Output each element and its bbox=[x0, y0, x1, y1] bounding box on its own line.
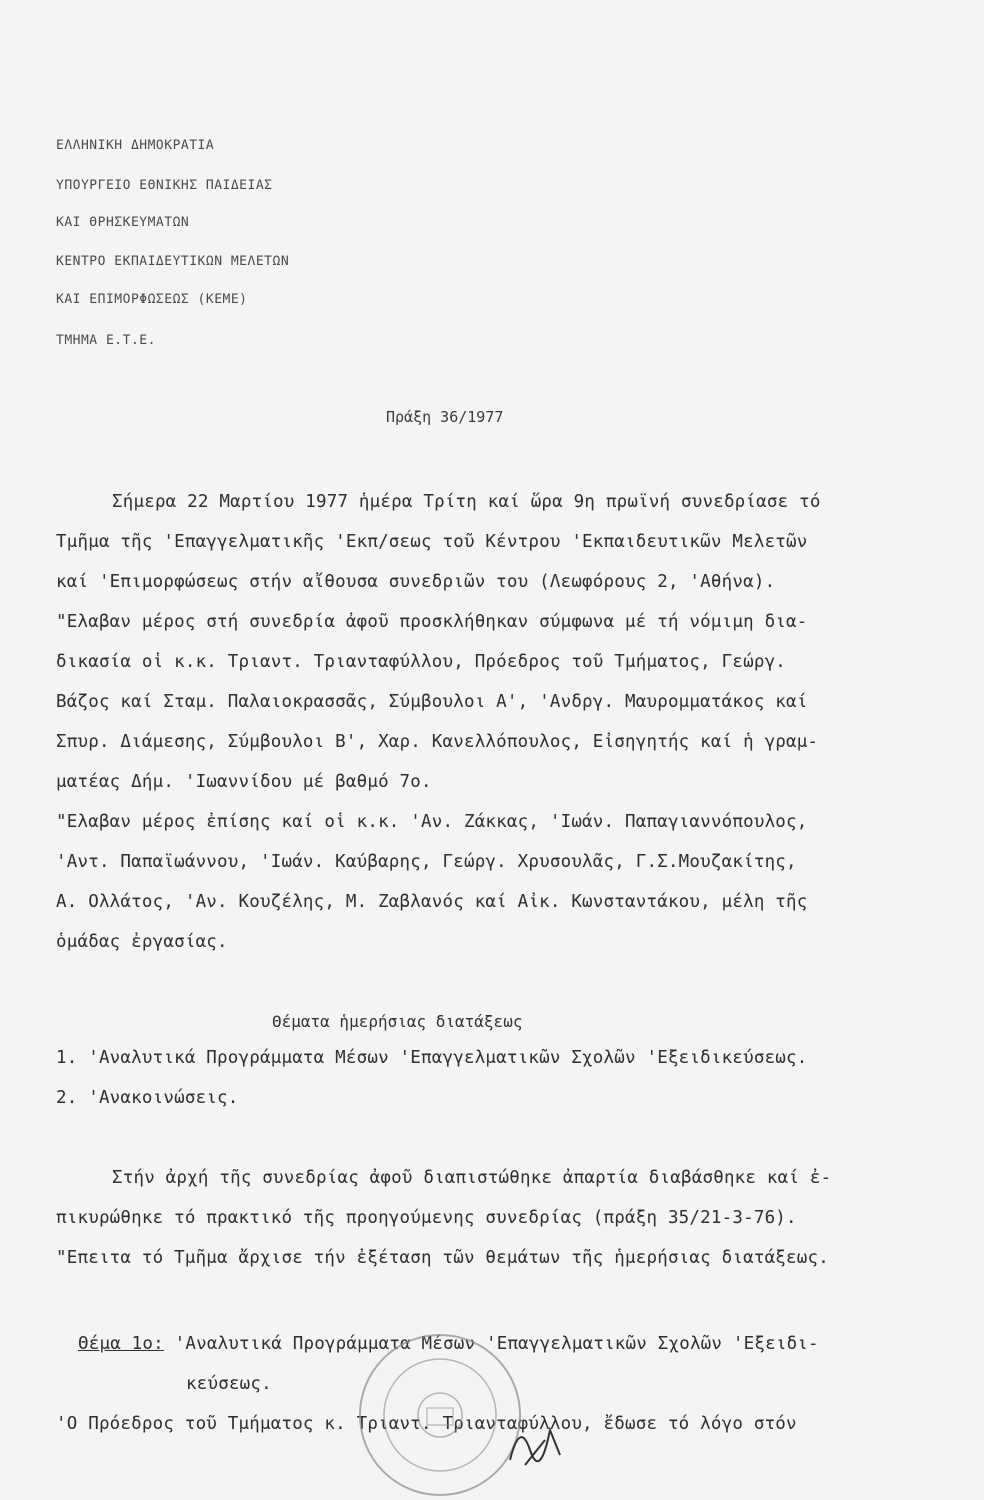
text-line: κεύσεως. bbox=[186, 1374, 272, 1394]
text-line: Βάζος καί Σταμ. Παλαιοκρασσᾶς, Σύμβουλοι Α', 'Ανδργ. Μαυρομματάκος καί bbox=[56, 692, 808, 712]
text-line: Τμῆμα τῆς 'Επαγγελματικῆς 'Εκπ/σεως τοῦ Κέντρου 'Εκπαιδευτικῶν Μελετῶν bbox=[56, 532, 808, 552]
text-line: "Ελαβαν μέρος ἐπίσης καί οἱ κ.κ. 'Αν. Ζάκκας, 'Ιωάν. Παπαγιαννόπουλος, bbox=[56, 812, 808, 832]
header-line: ΚΑΙ ΕΠΙΜΟΡΦΩΣΕΩΣ (ΚΕΜΕ) bbox=[56, 292, 248, 307]
header-line: ΚΕΝΤΡΟ ΕΚΠΑΙΔΕΥΤΙΚΩΝ ΜΕΛΕΤΩΝ bbox=[56, 254, 290, 269]
agenda-item: 2. 'Ανακοινώσεις. bbox=[56, 1088, 239, 1108]
text-line: 'Αντ. Παπαϊωάννου, 'Ιωάν. Καύβαρης, Γεώργ. Χρυσουλᾶς, Γ.Σ.Μουζακίτης, bbox=[56, 852, 797, 872]
topic-label: Θέμα 1ο: bbox=[78, 1334, 164, 1354]
document-title: Πράξη 36/1977 bbox=[386, 408, 504, 426]
text-line: Α. Ολλάτος, 'Αν. Κουζέλης, Μ. Ζαβλανός καί Αἰκ. Κωνσταντάκου, μέλη τῆς bbox=[56, 892, 808, 912]
header-line: ΚΑΙ ΘΡΗΣΚΕΥΜΑΤΩΝ bbox=[56, 215, 190, 230]
handwritten-signature bbox=[500, 1410, 570, 1480]
topic-text: 'Αναλυτικά Προγράμματα Μέσων 'Επαγγελματικῶν Σχολῶν 'Εξειδι- bbox=[163, 1334, 819, 1354]
header-line: ΥΠΟΥΡΓΕΙΟ ΕΘΝΙΚΗΣ ΠΑΙΔΕΙΑΣ bbox=[56, 178, 273, 193]
text-line: ὁμάδας ἐργασίας. bbox=[56, 932, 228, 952]
header-line: ΤΜΗΜΑ Ε.Τ.Ε. bbox=[56, 333, 156, 348]
text-line: καί 'Επιμορφώσεως στήν αἴθουσα συνεδριῶν του (Λεωφόρους 2, 'Αθήνα). bbox=[56, 572, 776, 592]
text-line: δικασία οἱ κ.κ. Τριαντ. Τριανταφύλλου, Πρόεδρος τοῦ Τμήματος, Γεώργ. bbox=[56, 652, 787, 672]
text-line: 'Ο Πρόεδρος τοῦ Τμήματος κ. Τριαντ. Τριανταφύλλου, ἔδωσε τό λόγο στόν bbox=[56, 1414, 797, 1434]
header-line: ΕΛΛΗΝΙΚΗ ΔΗΜΟΚΡΑΤΙΑ bbox=[56, 138, 215, 153]
text-line: Στήν ἀρχή τῆς συνεδρίας ἀφοῦ διαπιστώθηκε ἀπαρτία διαβάσθηκε καί ἐ- bbox=[112, 1168, 832, 1188]
text-line: "Επειτα τό Τμῆμα ἄρχισε τήν ἐξέταση τῶν θεμάτων τῆς ἡμερήσιας διατάξεως. bbox=[56, 1248, 829, 1268]
text-line: πικυρώθηκε τό πρακτικό τῆς προηγούμενης συνεδρίας (πράξη 35/21-3-76). bbox=[56, 1208, 797, 1228]
agenda-item: 1. 'Αναλυτικά Προγράμματα Μέσων 'Επαγγελματικῶν Σχολῶν 'Εξειδικεύσεως. bbox=[56, 1048, 808, 1068]
text-line: "Ελαβαν μέρος στή συνεδρία ἀφοῦ προσκλήθηκαν σύμφωνα μέ τή νόμιμη δια- bbox=[56, 612, 808, 632]
text-line: Σήμερα 22 Μαρτίου 1977 ἡμέρα Τρίτη καί ὥρα 9η πρωϊνή συνεδρίασε τό bbox=[112, 492, 821, 512]
agenda-title: Θέματα ἡμερήσιας διατάξεως bbox=[272, 1012, 523, 1031]
text-line: Σπυρ. Διάμεσης, Σύμβουλοι Β', Χαρ. Κανελλόπουλος, Εἰσηγητής καί ἡ γραμ- bbox=[56, 732, 819, 752]
text-line: ματέας Δήμ. 'Ιωαννίδου μέ βαθμό 7ο. bbox=[56, 772, 432, 792]
